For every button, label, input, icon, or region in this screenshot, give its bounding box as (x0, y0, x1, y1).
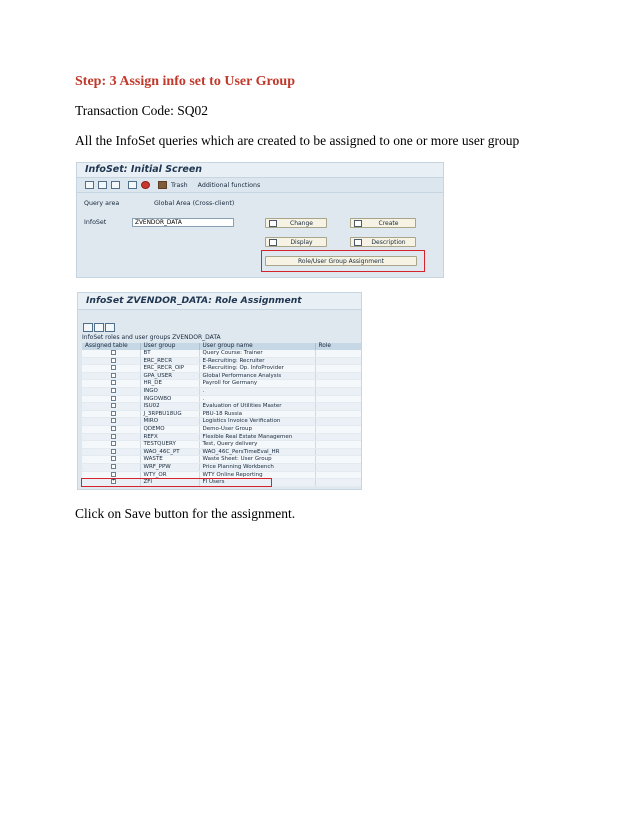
user-group-cell: INGO (140, 387, 199, 395)
user-group-name-cell: . (199, 387, 315, 395)
additional-functions-menu[interactable]: Additional functions (197, 181, 261, 189)
user-group-name-cell: . (199, 395, 315, 403)
table-row[interactable] (82, 441, 361, 449)
query-area-value: Global Area (Cross-client) (154, 200, 235, 207)
role-cell (315, 471, 361, 479)
user-group-name-cell: Demo-User Group (199, 425, 315, 433)
assigned-checkbox[interactable] (111, 418, 116, 423)
assigned-checkbox[interactable] (111, 365, 116, 370)
pencil-icon (269, 220, 277, 227)
role-assignment-screenshot (77, 292, 362, 490)
table-row[interactable] (82, 418, 361, 426)
assigned-cell (82, 357, 140, 365)
highlight-box (81, 478, 272, 487)
transport-icon[interactable] (158, 181, 167, 189)
user-group-name-cell: Global Performance Analysis (199, 372, 315, 380)
user-group-cell: REFX (140, 433, 199, 441)
user-group-name-cell: WTY Online Reporting (199, 471, 315, 479)
toolbar (77, 178, 443, 193)
user-group-cell: WASTE (140, 456, 199, 464)
table-row[interactable] (82, 410, 361, 418)
step-heading: Step: 3 Assign info set to User Group (75, 74, 296, 89)
user-group-name-cell: Flexible Real Estate Managemen (199, 433, 315, 441)
user-group-name-cell: Query Course: Trainer (199, 350, 315, 357)
role-cell (315, 395, 361, 403)
assigned-cell (82, 441, 140, 449)
user-group-name-cell: PBU-18 Russia (199, 410, 315, 418)
assigned-cell (82, 463, 140, 471)
user-group-cell: INGOWBO (140, 395, 199, 403)
assigned-checkbox[interactable] (111, 380, 116, 385)
assigned-cell (82, 387, 140, 395)
user-group-name-cell: E-Recruiting: Recruiter (199, 357, 315, 365)
assigned-checkbox[interactable] (111, 358, 116, 363)
assigned-cell (82, 365, 140, 373)
trash-menu[interactable]: Trash (171, 181, 188, 189)
user-group-name-cell: E-Recruiting: Op. InfoProvider (199, 365, 315, 373)
table-toolbar (83, 323, 115, 332)
assigned-cell (82, 372, 140, 380)
role-cell (315, 357, 361, 365)
copy-icon[interactable] (85, 181, 94, 189)
assigned-cell (82, 418, 140, 426)
assigned-checkbox[interactable] (111, 441, 116, 446)
user-group-cell: J_3RPBU18UG (140, 410, 199, 418)
role-cell (315, 479, 361, 487)
user-group-cell: WAO_46C_PT (140, 448, 199, 456)
screen-title: InfoSet: Initial Screen (77, 163, 443, 178)
user-group-name-cell: Test, Query delivery (199, 441, 315, 449)
table-row[interactable] (82, 403, 361, 411)
table-row[interactable] (82, 365, 361, 373)
assigned-checkbox[interactable] (111, 373, 116, 378)
role-cell (315, 372, 361, 380)
role-cell (315, 425, 361, 433)
assigned-checkbox[interactable] (111, 426, 116, 431)
screen-title: InfoSet ZVENDOR_DATA: Role Assignment (78, 293, 361, 310)
table-row[interactable] (82, 350, 361, 357)
role-cell (315, 350, 361, 357)
user-group-name-cell: Payroll for Germany (199, 380, 315, 388)
user-group-cell: WRF_PPW (140, 463, 199, 471)
create-button[interactable]: Create (350, 218, 416, 228)
user-group-cell: QDEMO (140, 425, 199, 433)
user-group-cell: BT (140, 350, 199, 357)
infoset-label: InfoSet (84, 219, 107, 226)
role-cell (315, 365, 361, 373)
assigned-checkbox[interactable] (111, 434, 116, 439)
table-row[interactable] (82, 387, 361, 395)
save-instruction-text: Click on Save button for the assignment. (75, 506, 296, 521)
role-assignment-table (82, 343, 362, 487)
assigned-checkbox[interactable] (111, 403, 116, 408)
user-group-cell: ERC_RECR (140, 357, 199, 365)
assigned-cell (82, 448, 140, 456)
role-cell (315, 456, 361, 464)
user-group-name-cell: WAO_46C_PersTimeEval_HR (199, 448, 315, 456)
table-row[interactable] (82, 357, 361, 365)
role-cell (315, 418, 361, 426)
user-group-cell: HR_DE (140, 380, 199, 388)
role-cell (315, 448, 361, 456)
role-cell (315, 433, 361, 441)
assigned-cell (82, 425, 140, 433)
table-row[interactable] (82, 448, 361, 456)
user-group-cell: MIRO (140, 418, 199, 426)
table-row[interactable] (82, 463, 361, 471)
user-group-cell: ZFI (140, 479, 199, 487)
glasses-icon (269, 239, 277, 246)
table-row[interactable] (82, 433, 361, 441)
column-header[interactable]: User group (140, 343, 199, 350)
assigned-cell (82, 403, 140, 411)
assigned-cell (82, 395, 140, 403)
user-group-cell: WTY_OR (140, 471, 199, 479)
role-cell (315, 441, 361, 449)
assigned-cell (82, 350, 140, 357)
column-header[interactable]: User group name (199, 343, 315, 350)
description-text: All the InfoSet queries which are created to be assigned to one or more user group (75, 133, 520, 148)
table-row[interactable] (82, 380, 361, 388)
table-caption: InfoSet roles and user groups ZVENDOR_DATA (82, 334, 221, 341)
assigned-checkbox[interactable] (111, 350, 116, 355)
assigned-cell (82, 410, 140, 418)
stop-icon[interactable] (141, 181, 150, 189)
user-group-name-cell: Logistics Invoice Verification (199, 418, 315, 426)
table-row[interactable] (82, 372, 361, 380)
assigned-checkbox[interactable] (111, 411, 116, 416)
assigned-checkbox[interactable] (111, 456, 116, 461)
change-button[interactable]: Change (265, 218, 327, 228)
transaction-code-text: Transaction Code: SQ02 (75, 103, 209, 118)
description-icon (354, 239, 362, 246)
find-icon[interactable] (105, 323, 115, 332)
column-header[interactable]: Assigned table (82, 343, 140, 350)
table-row[interactable] (82, 425, 361, 433)
display-button[interactable]: Display (265, 237, 327, 247)
assigned-checkbox[interactable] (111, 449, 116, 454)
user-group-name-cell: FI Users (199, 479, 315, 487)
table-row[interactable] (82, 456, 361, 464)
select-all-icon[interactable] (83, 323, 93, 332)
role-cell (315, 380, 361, 388)
role-cell (315, 387, 361, 395)
execute-icon[interactable] (98, 181, 107, 189)
infoset-initial-screen-screenshot (76, 162, 444, 278)
user-group-cell: ISU02 (140, 403, 199, 411)
table-row[interactable] (82, 395, 361, 403)
user-group-cell: TESTQUERY (140, 441, 199, 449)
user-group-name-cell: Waste Sheet: User Group (199, 456, 315, 464)
assigned-cell (82, 456, 140, 464)
assigned-checkbox[interactable] (111, 396, 116, 401)
assigned-cell (82, 380, 140, 388)
filter-icon[interactable] (94, 323, 104, 332)
query-area-label: Query area (84, 200, 120, 207)
settings-icon[interactable] (128, 181, 137, 189)
document-icon (354, 220, 362, 227)
user-group-cell: GPA_USER (140, 372, 199, 380)
column-header[interactable]: Role (315, 343, 361, 350)
role-user-group-assignment-button[interactable]: Role/User Group Assignment (265, 256, 417, 266)
assigned-checkbox[interactable] (111, 472, 116, 477)
role-cell (315, 410, 361, 418)
role-cell (315, 463, 361, 471)
user-group-name-cell: Price Planning Workbench (199, 463, 315, 471)
assigned-cell (82, 433, 140, 441)
delete-icon[interactable] (111, 181, 120, 189)
user-group-name-cell: Evaluation of Utilities Master (199, 403, 315, 411)
description-button[interactable]: Description (350, 237, 416, 247)
highlight-box (261, 250, 425, 272)
assigned-checkbox[interactable] (111, 388, 116, 393)
infoset-input[interactable]: ZVENDOR_DATA (132, 218, 234, 227)
role-cell (315, 403, 361, 411)
assigned-checkbox[interactable] (111, 464, 116, 469)
user-group-cell: ERC_RECR_OIP (140, 365, 199, 373)
